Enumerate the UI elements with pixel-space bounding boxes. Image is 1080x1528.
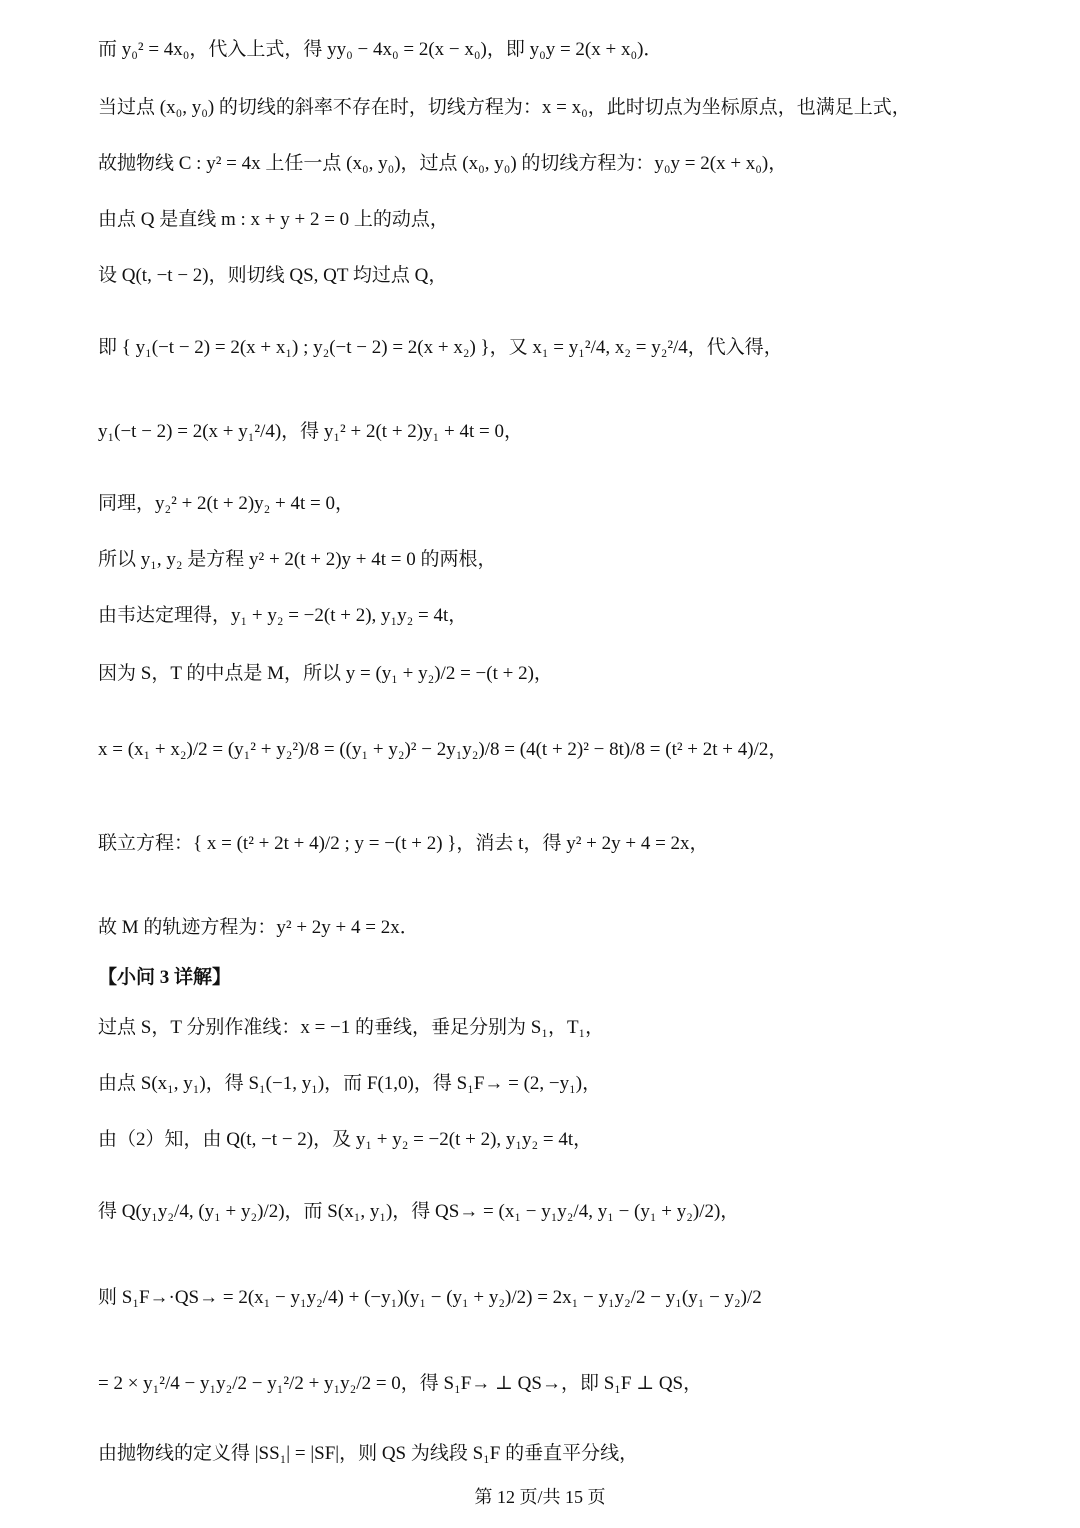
text-line: 设 Q(t, −t − 2)，则切线 QS, QT 均过点 Q， [98, 265, 448, 286]
text-line: 即 { y₁(−t − 2) = 2(x + x₁) ; y₂(−t − 2) = 2(x + x₂) }，又 x₁ = y₁²/4, x₂ = y₂²/4，代入得， [98, 337, 783, 358]
text-line: 故 M 的轨迹方程为：y² + 2y + 4 = 2x． [98, 917, 419, 938]
text-line: 由韦达定理得，y₁ + y₂ = −2(t + 2), y₁y₂ = 4t， [98, 605, 468, 626]
section-heading: 【小问 3 详解】 [98, 967, 232, 988]
text-line: 由点 Q 是直线 m : x + y + 2 = 0 上的动点， [98, 209, 449, 230]
text-line: 故抛物线 C : y² = 4x 上任一点 (x₀, y₀)，过点 (x₀, y₀) 的切线方程为：y₀y = 2(x + x₀)， [98, 153, 788, 174]
text-line: 过点 S，T 分别作准线：x = −1 的垂线，垂足分别为 S₁，T₁， [98, 1017, 605, 1038]
text-line: 则 S₁F→·QS→ = 2(x₁ − y₁y₂/4) + (−y₁)(y₁ − (y₁ + y₂)/2) = 2x₁ − y₁y₂/2 − y₁(y₁ − y₂)/2 [98, 1287, 762, 1308]
text-line: 由抛物线的定义得 |SS₁| = |SF|，则 QS 为线段 S₁F 的垂直平分线， [98, 1443, 639, 1464]
text-line: 所以 y₁, y₂ 是方程 y² + 2(t + 2)y + 4t = 0 的两根， [98, 549, 497, 570]
text-line: 同理，y₂² + 2(t + 2)y₂ + 4t = 0， [98, 493, 355, 514]
text-line: 由（2）知，由 Q(t, −t − 2)，及 y₁ + y₂ = −2(t + 2), y₁y₂ = 4t， [98, 1129, 593, 1150]
text-line: 而 y₀² = 4x₀，代入上式，得 yy₀ − 4x₀ = 2(x − x₀)，即 y₀y = 2(x + x₀)． [98, 39, 663, 60]
text-line: 得 Q(y₁y₂/4, (y₁ + y₂)/2)，而 S(x₁, y₁)，得 QS→ = (x₁ − y₁y₂/4, y₁ − (y₁ + y₂)/2)， [98, 1201, 740, 1222]
text-line: 因为 S，T 的中点是 M，所以 y = (y₁ + y₂)/2 = −(t + 2)， [98, 663, 553, 684]
text-line: y₁(−t − 2) = 2(x + y₁²/4)，得 y₁² + 2(t + 2)y₁ + 4t = 0， [98, 421, 523, 442]
text-line: 联立方程：{ x = (t² + 2t + 4)/2 ; y = −(t + 2) }，消去 t，得 y² + 2y + 4 = 2x， [98, 833, 709, 854]
text-line: 由点 S(x₁, y₁)，得 S₁(−1, y₁)，而 F(1,0)，得 S₁F→ = (2, −y₁)， [98, 1073, 602, 1094]
page-footer: 第 12 页/共 15 页 [474, 1487, 606, 1507]
text-line: 当过点 (x₀, y₀) 的切线的斜率不存在时，切线方程为：x = x₀，此时切点为坐标原点，也满足上式， [98, 97, 911, 118]
text-line: = 2 × y₁²/4 − y₁y₂/2 − y₁²/2 + y₁y₂/2 = 0，得 S₁F→ ⊥ QS→，即 S₁F ⊥ QS， [98, 1373, 703, 1394]
text-line: x = (x₁ + x₂)/2 = (y₁² + y₂²)/8 = ((y₁ + y₂)² − 2y₁y₂)/8 = (4(t + 2)² − 8t)/8 = (t² + 2t + 4)/2， [98, 739, 788, 760]
